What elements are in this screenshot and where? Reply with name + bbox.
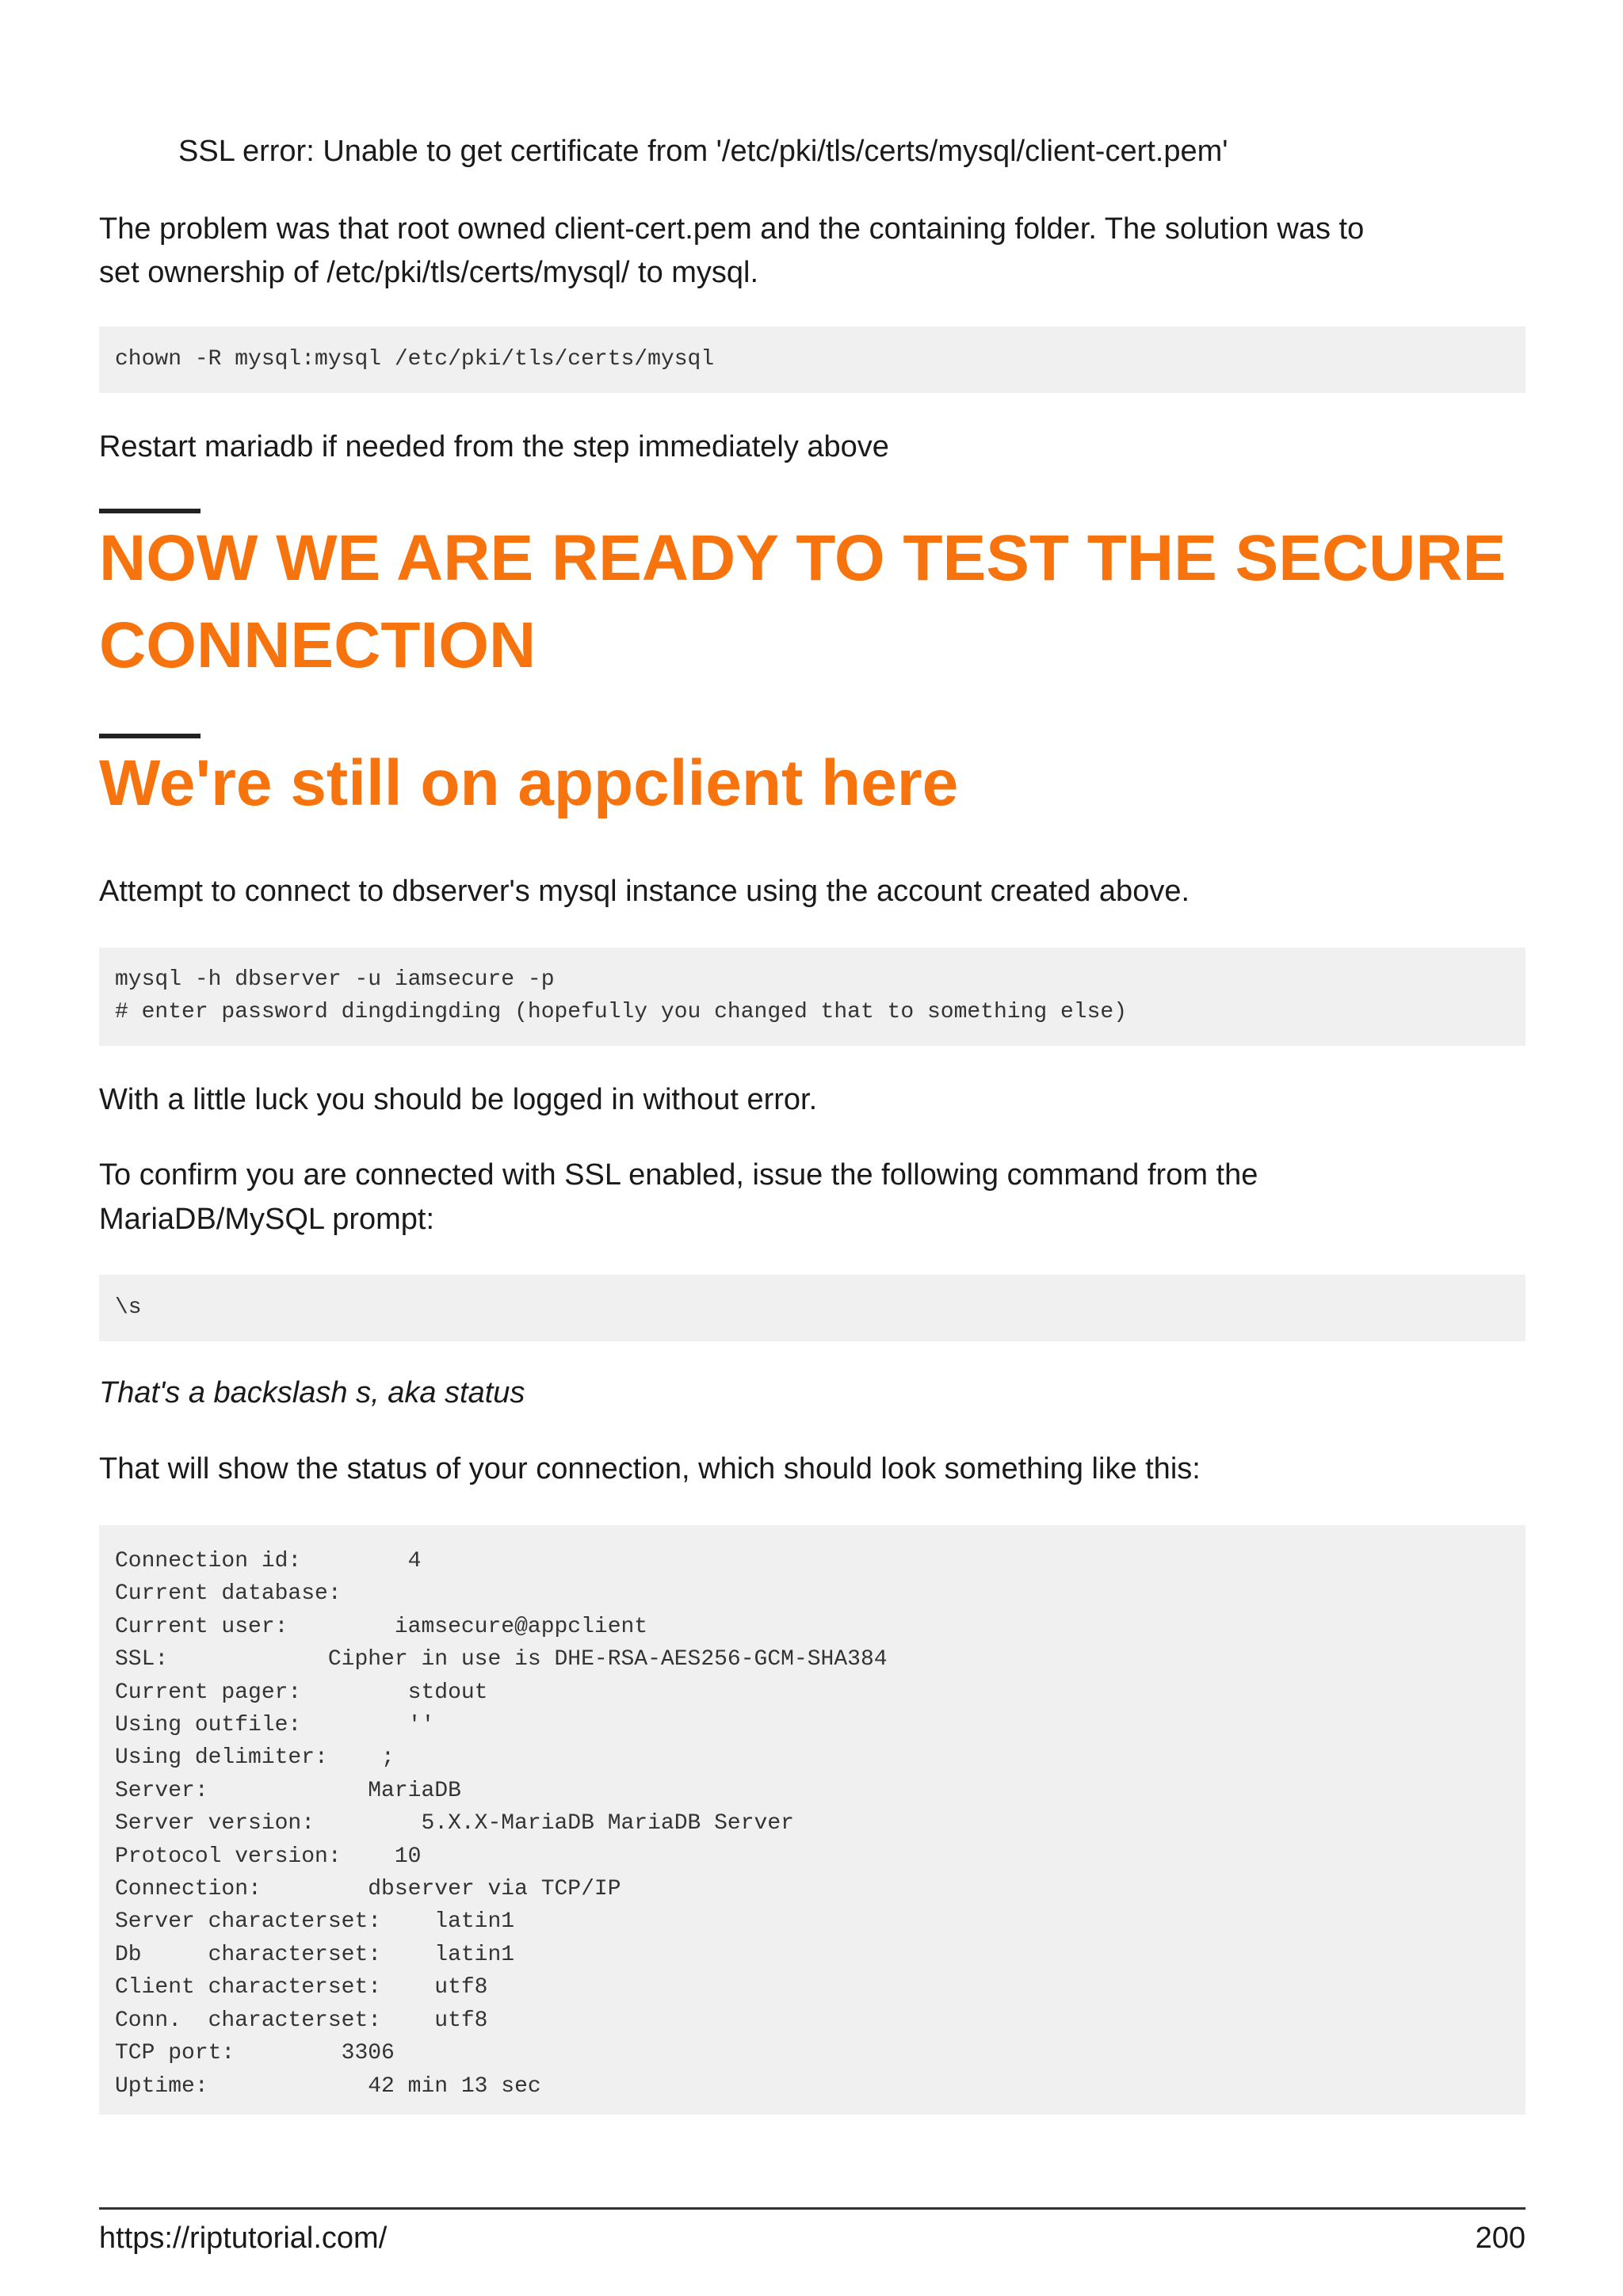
ssl-error-line: SSL error: Unable to get certificate from '/etc/pki/tls/certs/mysql/client-cert.pem' — [178, 135, 1228, 168]
status-output-code-block[interactable]: Connection id: 4 Current database: Current user: iamsecure@appclient SSL: Cipher in use is DHE-RSA-AES256-GCM-SHA384 Current pager: stdout Using outfile: '' Using delimiter: ; Server: MariaDB Server version: 5.X.X-MariaDB MariaDB Server Protocol version: 10 Connection: dbserver via TCP/IP Server characterset: latin1 Db characterset: latin1 Client characterset: utf8 Conn. characterset: utf8 TCP port: 3306 Uptime: 42 min 13 sec — [99, 1525, 1526, 2115]
luck-paragraph: With a little luck you should be logged in without error. — [99, 1083, 818, 1116]
footer-url[interactable]: https://riptutorial.com/ — [99, 2222, 388, 2255]
status-command-code-block[interactable]: \s — [99, 1275, 1526, 1341]
backslash-note: That's a backslash s, aka status — [99, 1376, 525, 1409]
main-heading-line1: NOW WE ARE READY TO TEST THE SECURE — [99, 522, 1507, 594]
main-heading-line2: CONNECTION — [99, 609, 537, 681]
chown-code-block[interactable]: chown -R mysql:mysql /etc/pki/tls/certs/mysql — [99, 326, 1526, 393]
footer-rule — [99, 2207, 1526, 2210]
subheading-rule — [99, 734, 200, 738]
heading-rule — [99, 509, 200, 513]
page-number: 200 — [1475, 2222, 1526, 2255]
attempt-paragraph: Attempt to connect to dbserver's mysql instance using the account created above. — [99, 875, 1190, 908]
restart-paragraph: Restart mariadb if needed from the step immediately above — [99, 430, 889, 463]
status-paragraph: That will show the status of your connection, which should look something like this: — [99, 1452, 1201, 1486]
confirm-paragraph-line1: To confirm you are connected with SSL enabled, issue the following command from the — [99, 1158, 1258, 1192]
mysql-code-block[interactable]: mysql -h dbserver -u iamsecure -p # enter password dingdingding (hopefully you changed that to something else) — [99, 948, 1526, 1046]
problem-paragraph-line1: The problem was that root owned client-cert.pem and the containing folder. The solution was to — [99, 212, 1365, 246]
confirm-paragraph-line2: MariaDB/MySQL prompt: — [99, 1203, 435, 1236]
problem-paragraph-line2: set ownership of /etc/pki/tls/certs/mysql/ to mysql. — [99, 256, 759, 289]
subheading: We're still on appclient here — [99, 747, 959, 819]
